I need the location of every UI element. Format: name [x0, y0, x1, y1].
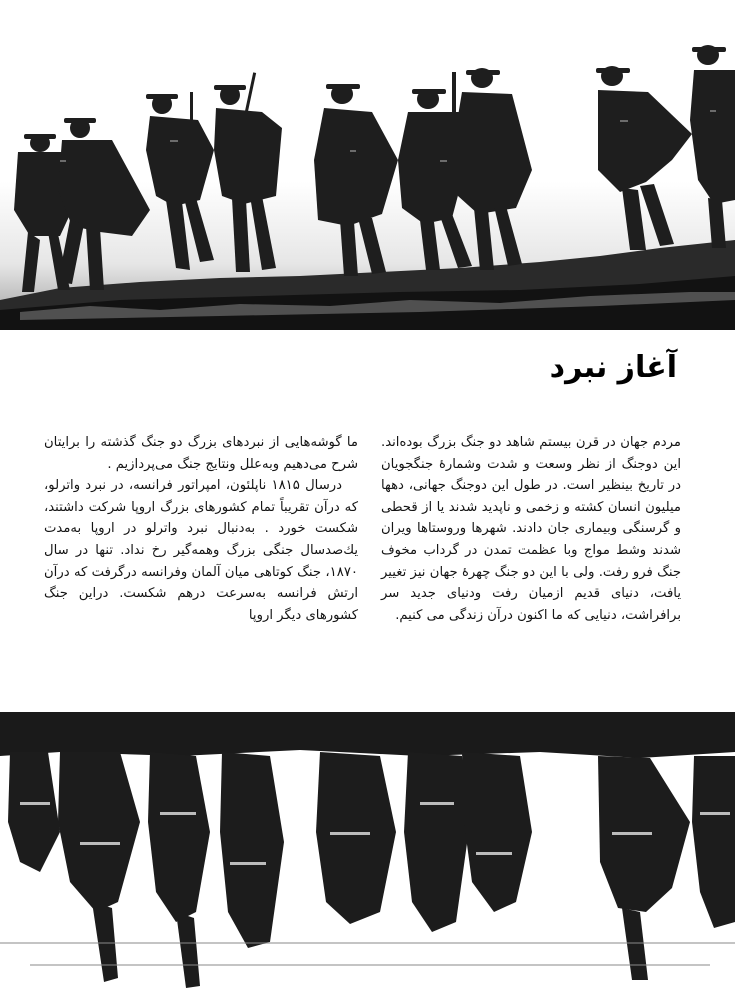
article-paragraph: مردم جهان در قرن بیستم شاهد دو جنگ بزرگ بوده‌اند. این دوجنگ از نظر وسعت و شدت وشمارهٔ جنگجویان در تاریخ بینظیر است. در طول این دوجنگ جهانی، دهها میلیون انسان کشته و زخمی و ناپدید شدند یا از قحطی و گرسنگی وبیماری جان دادند. شهرها وروستاها ویران شدند وشط مواج وبا عظمت تمدن در گرداب مخوف جنگ فرو رفت. ولی با این دو جنگ چهرهٔ جهان نیز تغییر یافت، دنیای قدیم ازمیان رفت ودنیای جدید سر برافراشت، دنیایی که ما اکنون درآن زندگی می کنیم.	[381, 435, 681, 623]
top-photo-marching-soldiers	[0, 0, 735, 330]
article-title: آغاز نبرد	[549, 350, 677, 385]
article-paragraph: ما گوشه‌هایی از نبردهای بزرگ دو جنگ گذشته را برایتان شرح می‌دهیم وبه‌علل ونتایج جنگ می‌پردازیم .	[44, 435, 358, 472]
article-column-left	[44, 432, 358, 626]
article-paragraph: درسال ۱۸۱۵ ناپلئون، امپراتور فرانسه، در نبرد واترلو، که درآن تقریباً تمام کشورهای بزرگ اروپا شرکت داشتند، شکست خورد . به‌دنبال نبرد واترلو در اروپا به‌مدت یك‌صدسال جنگی بزرگ وهمه‌گیر رخ نداد. تنها در سال ۱۸۷۰، جنگ کوتاهی میان آلمان وفرانسه درگرفت که درآن ارتش فرانسه به‌سرعت درهم شکست. دراین جنگ کشورهای دیگر اروپا	[44, 478, 358, 623]
bottom-photo-soldiers-reflection	[0, 712, 735, 1000]
marching-soldiers-icon	[0, 0, 735, 330]
soldiers-reflection-icon	[0, 712, 735, 1000]
article-column-right	[381, 432, 681, 626]
